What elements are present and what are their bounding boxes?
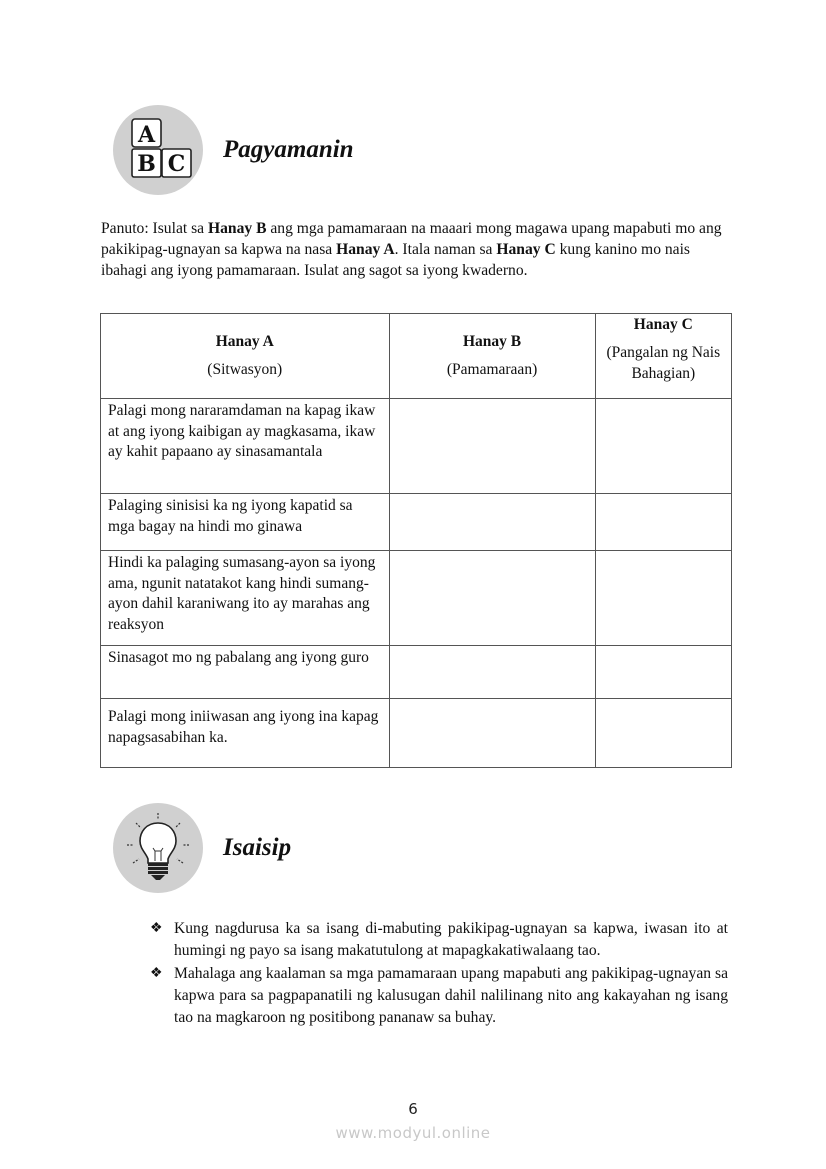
watermark: www.modyul.online: [335, 1124, 491, 1142]
answer-cell-c[interactable]: [595, 646, 731, 699]
answer-cell-c[interactable]: [595, 699, 731, 768]
table-header-row: [101, 314, 732, 399]
abc-blocks-icon: [113, 105, 203, 195]
hanay-table: [100, 313, 732, 768]
section-title: Pagyamanin: [223, 136, 354, 163]
situation-text: Palaging sinisisi ka ng iyong kapatid sa mga bagay na hindi mo ginawa: [108, 497, 353, 535]
header-hanay-b: Hanay B (Pamamaraan): [389, 314, 595, 399]
answer-cell-c[interactable]: [595, 551, 731, 646]
table-row: [101, 399, 732, 494]
diamond-bullet-icon: ❖: [150, 921, 163, 936]
situation-text: Palagi mong iniiwasan ang iyong ina kapag napagsasabihan ka.: [108, 708, 379, 746]
table-row: [101, 646, 732, 699]
lightbulb-icon: [113, 803, 203, 893]
key-points-list: [150, 918, 728, 1029]
answer-cell-b[interactable]: [389, 551, 595, 646]
answer-cell-b[interactable]: [389, 399, 595, 494]
answer-cell-b[interactable]: [389, 494, 595, 551]
answer-cell-c[interactable]: [595, 494, 731, 551]
svg-text:A: A: [137, 122, 156, 148]
table-row: [101, 551, 732, 646]
answer-cell-c[interactable]: [595, 399, 731, 494]
page-number: 6: [408, 1100, 418, 1118]
diamond-bullet-icon: ❖: [150, 966, 163, 981]
svg-text:C: C: [167, 151, 186, 177]
answer-cell-b[interactable]: [389, 699, 595, 768]
list-item: ❖ Mahalaga ang kaalaman sa mga pamamaraan upang mapabuti ang pakikipag-ugnayan sa kapwa para sa pagpapanatili ng kalusugan dahil nalilinang nito ang kakayahan ng isang tao na magkaroon ng positibong pananaw sa buhay.: [150, 965, 728, 1026]
header-hanay-a: Hanay A (Sitwasyon): [101, 314, 390, 399]
isaisip-header: [113, 803, 291, 893]
table-row: [101, 494, 732, 551]
svg-text:B: B: [137, 151, 156, 177]
situation-text: Palagi mong nararamdaman na kapag ikaw at ang iyong kaibigan ay magkasama, ikaw ay kahit papaano ay sinasamantala: [108, 402, 376, 460]
header-hanay-c: Hanay C (Pangalan ng Nais Bahagian): [595, 314, 731, 399]
section-title: Isaisip: [223, 834, 292, 861]
instructions: Panuto: Isulat sa Hanay B ang mga pamamaraan na maaari mong magawa upang mapabuti mo ang pakikipag-ugnayan sa kapwa na nasa Hanay A. Itala naman sa Hanay C kung kanino mo nais ibahagi ang iyong pamamaraan. Isulat ang sagot sa iyong kwaderno.: [101, 220, 722, 279]
situation-text: Sinasagot mo ng pabalang ang iyong guro: [108, 649, 369, 666]
situation-text: Hindi ka palaging sumasang-ayon sa iyong ama, ngunit natatakot kang hindi sumang-ayon dahil karaniwang ito ay marahas ang reaksyon: [108, 554, 376, 633]
table-row: [101, 699, 732, 768]
list-item: ❖ Kung nagdurusa ka sa isang di-mabuting pakikipag-ugnayan sa kapwa, iwasan ito at humingi ng payo sa isang makatutulong at mapagkakatiwalaang tao.: [150, 920, 728, 959]
pagyamanin-header: [113, 105, 354, 195]
answer-cell-b[interactable]: [389, 646, 595, 699]
